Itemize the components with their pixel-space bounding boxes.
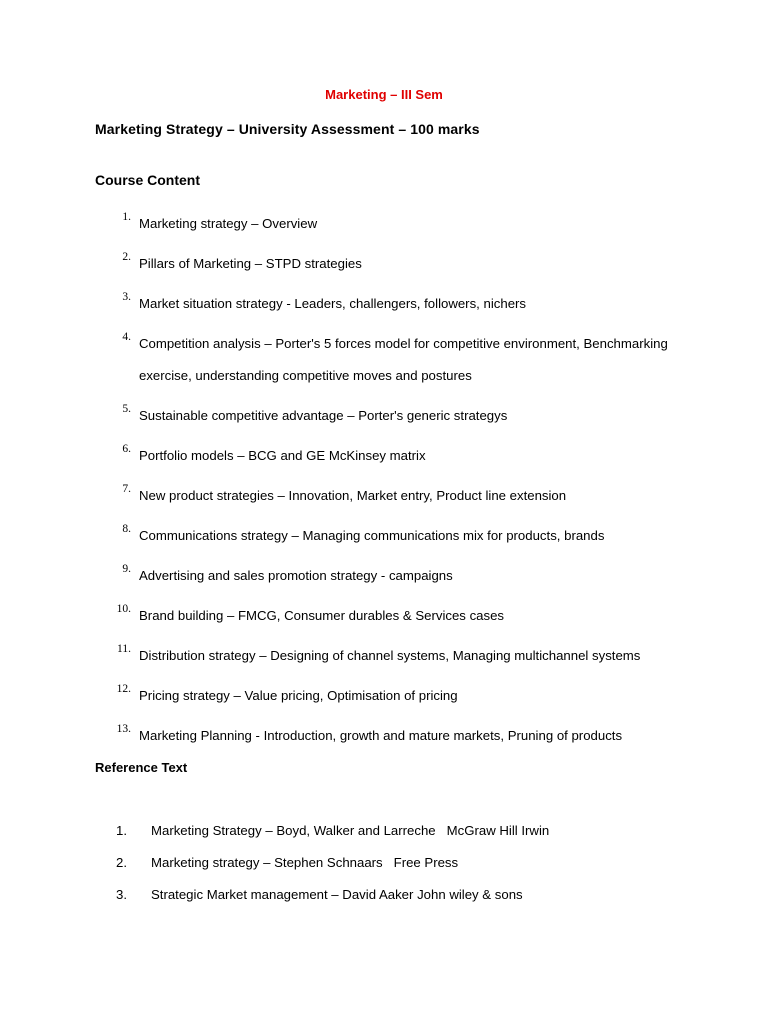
list-item-number: 11. bbox=[117, 643, 131, 655]
reference-item bbox=[0, 823, 768, 855]
list-item-text: Marketing strategy – Overview bbox=[139, 216, 318, 231]
list-item-text: Communications strategy – Managing communications mix for products, brands bbox=[139, 528, 605, 543]
list-item-text: Brand building – FMCG, Consumer durables & Services cases bbox=[139, 608, 505, 623]
list-item-number: 12. bbox=[116, 683, 131, 695]
list-item bbox=[0, 328, 768, 408]
subject-title: Marketing Strategy – University Assessment – 100 marks bbox=[95, 121, 480, 137]
document-title: Marketing – III Sem bbox=[325, 87, 443, 102]
reference-item-number: 2. bbox=[116, 855, 127, 870]
reference-item-number: 1. bbox=[116, 823, 127, 838]
reference-item-number: 3. bbox=[116, 887, 127, 902]
list-item-number: 9. bbox=[122, 563, 131, 575]
list-item-number: 2. bbox=[122, 251, 131, 263]
list-item-text: Distribution strategy – Designing of channel systems, Managing multichannel systems bbox=[139, 648, 641, 663]
list-item-text: Marketing Planning - Introduction, growth and mature markets, Pruning of products bbox=[139, 728, 623, 743]
reference-list bbox=[0, 823, 768, 919]
list-item-text: Market situation strategy - Leaders, challengers, followers, nichers bbox=[139, 296, 527, 311]
list-item-number: 5. bbox=[122, 403, 131, 415]
reference-item-text: Marketing Strategy – Boyd, Walker and Larreche McGraw Hill Irwin bbox=[151, 823, 550, 838]
list-item-number: 7. bbox=[122, 483, 131, 495]
course-content-list bbox=[0, 211, 768, 768]
list-item-number: 1. bbox=[122, 211, 131, 223]
reference-item-text: Marketing strategy – Stephen Schnaars Free Press bbox=[151, 855, 459, 870]
list-item-number: 4. bbox=[122, 331, 131, 343]
list-item-number: 10. bbox=[116, 603, 131, 615]
reference-text-heading: Reference Text bbox=[95, 760, 188, 775]
list-item-text: New product strategies – Innovation, Market entry, Product line extension bbox=[139, 488, 567, 503]
list-item-text: Competition analysis – Porter's 5 forces model for competitive environment, Benchmarking exercise, understanding competitive moves and postures bbox=[139, 336, 668, 383]
list-item-text: Portfolio models – BCG and GE McKinsey matrix bbox=[139, 448, 426, 463]
list-item-number: 6. bbox=[122, 443, 131, 455]
list-item-number: 8. bbox=[122, 523, 131, 535]
course-content-heading: Course Content bbox=[95, 172, 200, 188]
reference-item bbox=[0, 887, 768, 919]
list-item-number: 3. bbox=[122, 291, 131, 303]
list-item-text: Sustainable competitive advantage – Porter's generic strategys bbox=[139, 408, 508, 423]
list-item-text: Pillars of Marketing – STPD strategies bbox=[139, 256, 362, 271]
list-item-text: Pricing strategy – Value pricing, Optimisation of pricing bbox=[139, 688, 458, 703]
reference-item bbox=[0, 855, 768, 887]
reference-item-text: Strategic Market management – David Aaker John wiley & sons bbox=[151, 887, 523, 902]
list-item-text: Advertising and sales promotion strategy - campaigns bbox=[139, 568, 453, 583]
list-item-number: 13. bbox=[116, 723, 131, 735]
